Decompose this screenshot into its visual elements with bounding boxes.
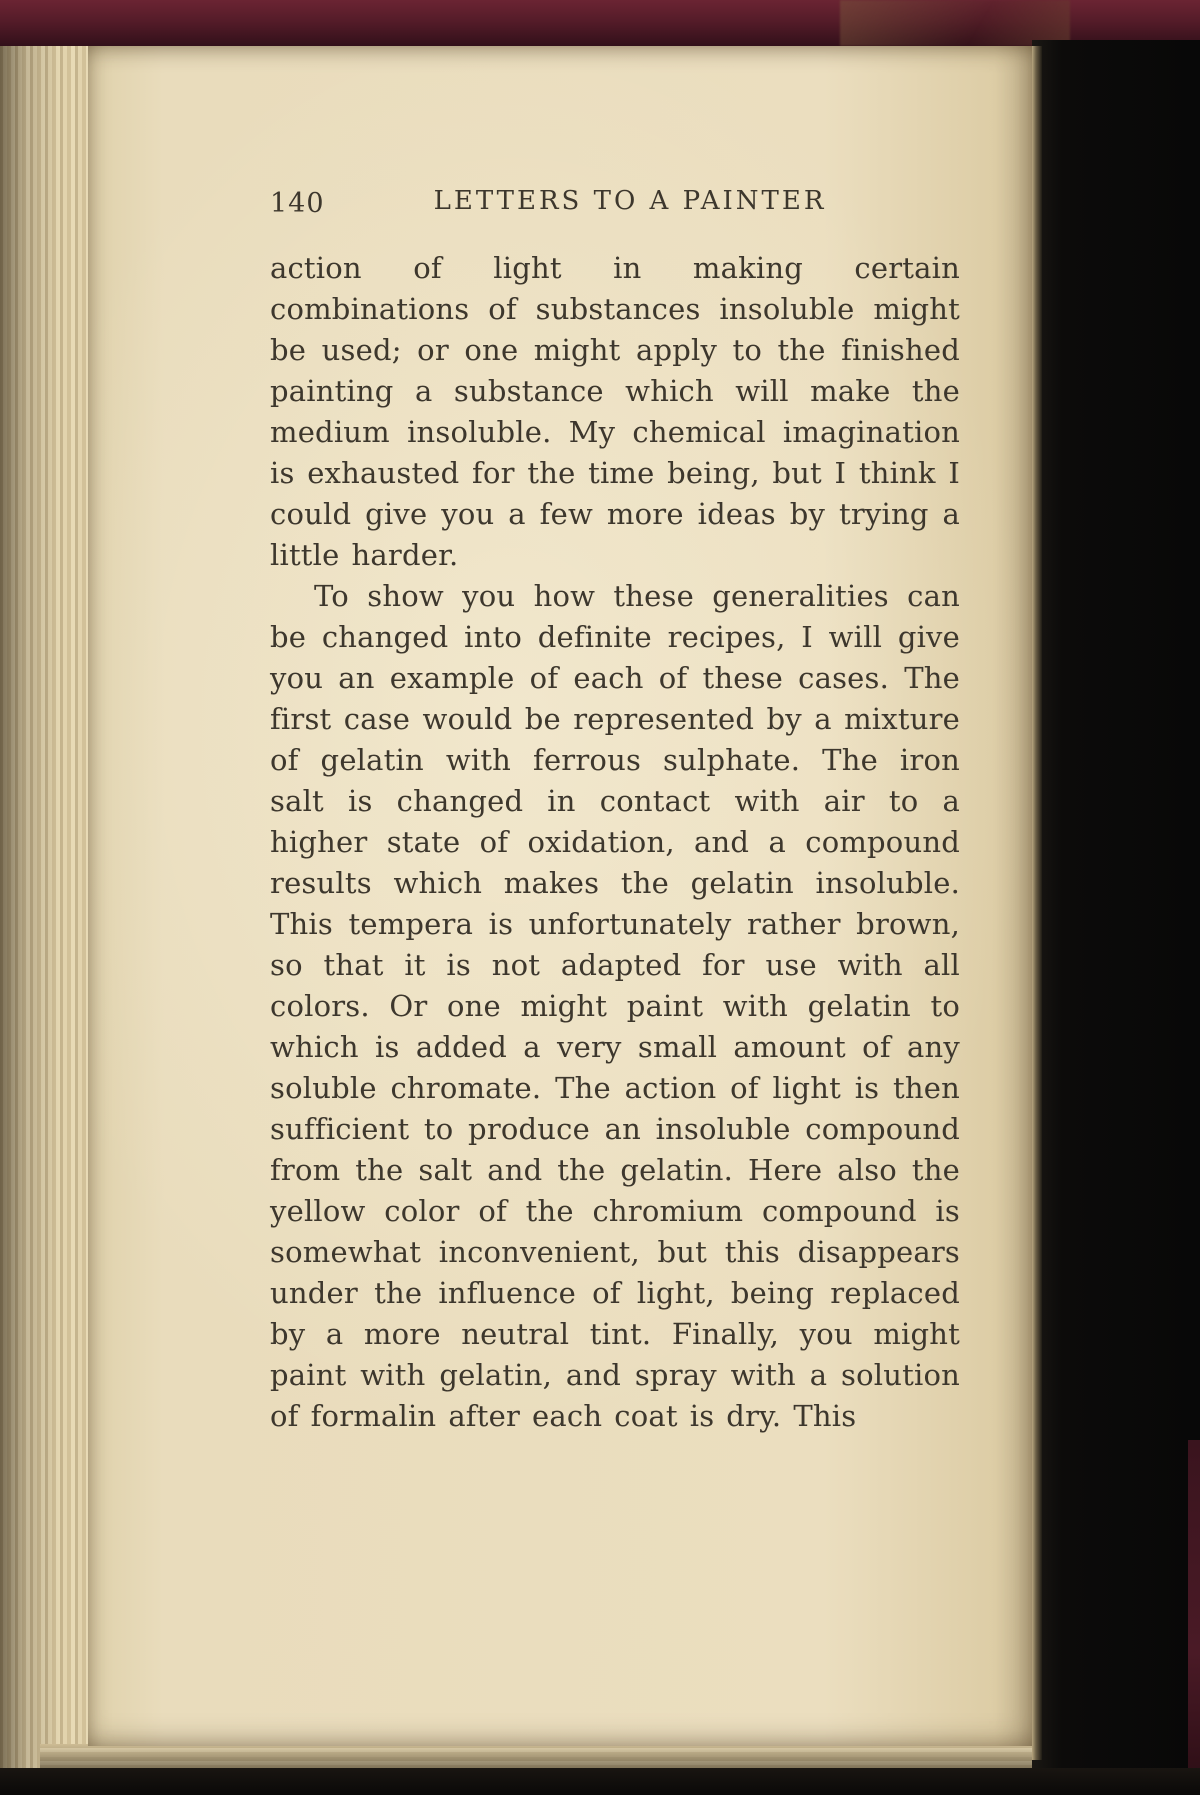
paragraph: To show you how these generalities can be changed into definite recipes, I will give you an example of each of these cases. The first case would be represented by a mixture of gelatin with ferrous sulphate. The iron salt is changed in contact with air to a higher state of oxidation, and a compound results which makes the gelatin insoluble. This tempera is unfortunately rather brown, so that it is not adapted for use with all colors. Or one might paint with gelatin to which is added a very small amount of any soluble chromate. The action of light is then sufficient to produce an insoluble compound from the salt and the gelatin. Here also the yellow color of the chromium compound is somewhat inconvenient, but this disappears under the influence of light, being replaced by a more neutral tint. Finally, you might paint with gelatin, and spray with a solution of formalin after each coat is dry. This <box>270 579 960 1433</box>
book-page <box>88 46 1032 1746</box>
page-stack-bottom <box>40 1744 1032 1770</box>
right-page-edge <box>1032 46 1042 1760</box>
right-cover-edge <box>1188 1440 1200 1795</box>
page-header <box>270 186 960 222</box>
page-number: 140 <box>270 188 325 219</box>
paragraph-continuation: action of light in making certain combinations of substances insoluble might be used; or one might apply to the finished painting a substance which will make the medium insoluble. My chemical imagination is exhausted for the time being, but I think I could give you a few more ideas by trying a little harder. <box>270 251 960 572</box>
bottom-cover-shadow <box>0 1768 1200 1795</box>
body-text <box>270 248 960 1437</box>
text-area <box>270 186 960 1437</box>
top-cover-edge <box>0 0 1200 46</box>
page-stack-left <box>0 46 90 1768</box>
running-title: LETTERS TO A PAINTER <box>433 186 827 216</box>
right-cover-shadow <box>1032 40 1200 1795</box>
